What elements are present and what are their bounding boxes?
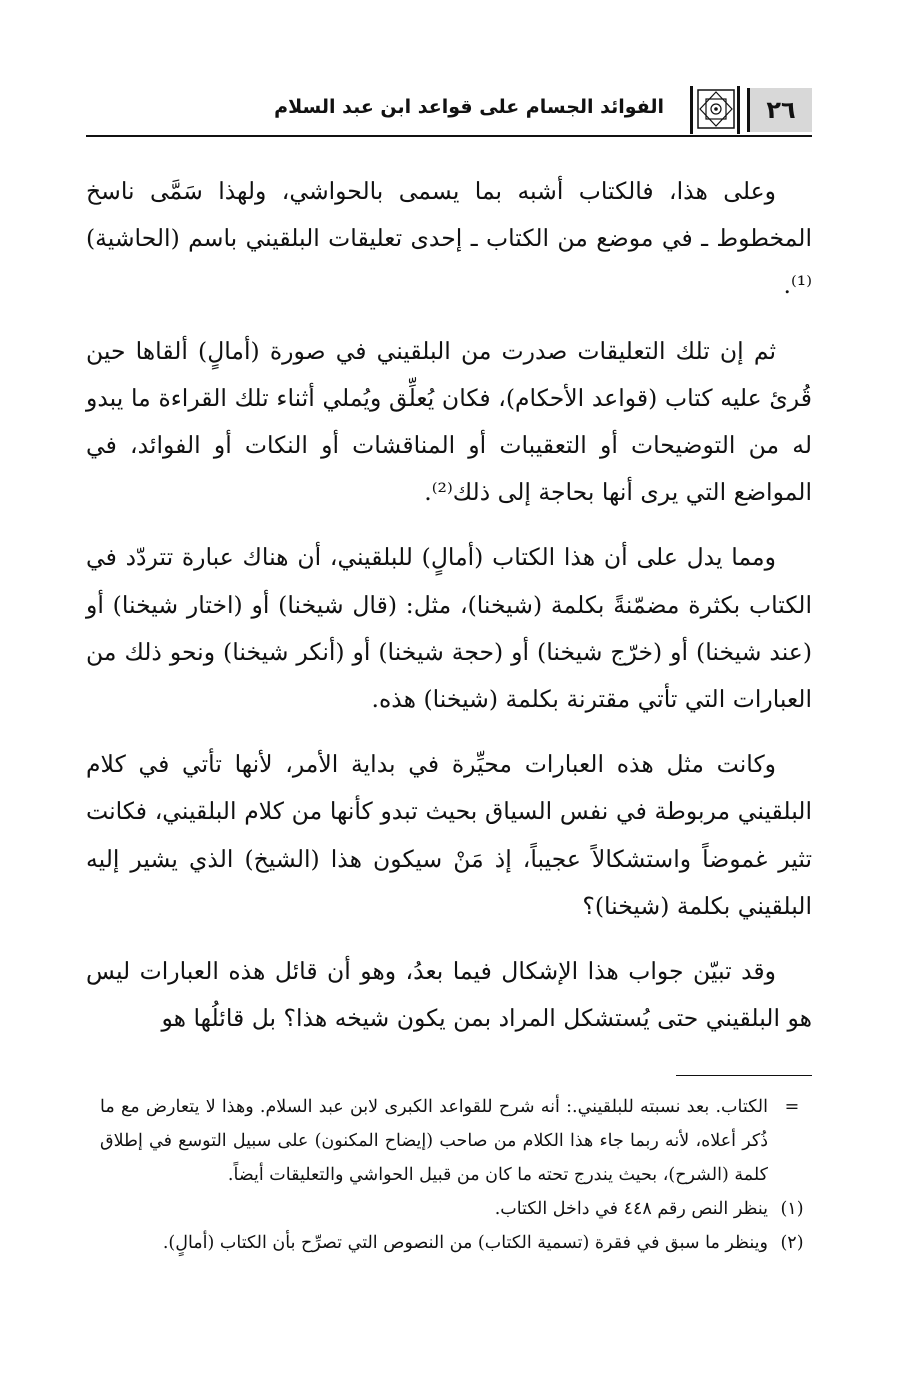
footnote-1 bbox=[100, 1192, 812, 1226]
ornament-icon bbox=[690, 86, 740, 134]
main-text bbox=[86, 168, 812, 1060]
paragraph: ثم إن تلك التعليقات صدرت من البلقيني في صورة (أمالٍ) ألقاها حين قُرئ عليه كتاب (قواعد الأحكام)، فكان يُعلِّق ويُملي أثناء تلك القراءة ما يبدو له من التوضيحات أو التعقيبات أو المناقشات أو النكات أو الفوائد، في المواضع التي يرى أنها بحاجة إلى ذلك⁽²⁾. bbox=[86, 336, 812, 507]
running-title: الفوائد الجسام على قواعد ابن عبد السلام bbox=[274, 96, 664, 118]
footnote-continued bbox=[100, 1090, 812, 1192]
page-header bbox=[86, 86, 812, 136]
paragraph: وقد تبيّن جواب هذا الإشكال فيما بعدُ، وهو أن قائل هذه العبارات ليس هو البلقيني حتى يُستشكل المراد بمن يكون شيخه هذا؟ بل قائلُها هو bbox=[86, 957, 812, 1033]
footnote-separator bbox=[676, 1075, 812, 1076]
paragraph: ومما يدل على أن هذا الكتاب (أمالٍ) للبلقيني، أن هناك عبارة تتردّد في الكتاب بكثرة مضمّنةً بكلمة (شيخنا)، مثل: (قال شيخنا) أو (اختار شيخنا) أو (عند شيخنا) أو (خرّج شيخنا) أو (حجة شيخنا) أو (أنكر شيخنا) ونحو ذلك من العبارات التي تأتي مقترنة بكلمة (شيخنا) هذه. bbox=[86, 543, 812, 714]
footnote-text: وينظر ما سبق في فقرة (تسمية الكتاب) من النصوص التي تصرِّح بأن الكتاب (أمالٍ). bbox=[162, 1233, 768, 1253]
footnote-mark: (١) bbox=[780, 1199, 804, 1219]
header-rule bbox=[86, 135, 812, 137]
footnote-text: الكتاب. بعد نسبته للبلقيني.: أنه شرح للقواعد الكبرى لابن عبد السلام. وهذا لا يتعارض مع ما ذُكر أعلاه، لأنه ربما جاء هذا الكلام من صاحب (إيضاح المكنون) على سبيل التوسع في إطلاق كلمة (الشرح)، بحيث يندرج تحته ما كان من قبيل الحواشي والتعليقات أيضاً. bbox=[100, 1097, 768, 1185]
footnote-text: ينظر النص رقم ٤٤٨ في داخل الكتاب. bbox=[494, 1199, 768, 1219]
page-number: ٢٦ bbox=[747, 88, 812, 132]
paragraph: وعلى هذا، فالكتاب أشبه بما يسمى بالحواشي، ولهذا سَمَّى ناسخ المخطوط ـ في موضع من الكتاب ـ إحدى تعليقات البلقيني باسم (الحاشية)⁽¹⁾. bbox=[86, 177, 812, 300]
paragraph: وكانت مثل هذه العبارات محيِّرة في بداية الأمر، لأنها تأتي في كلام البلقيني مربوطة في نفس السياق بحيث تبدو كأنها من كلام البلقيني، فكانت تثير غموضاً واستشكالاً عجيباً، إذ مَنْ سيكون هذا (الشيخ) الذي يشير إليه البلقيني بكلمة (شيخنا)؟ bbox=[86, 750, 812, 920]
footnote-mark: = bbox=[784, 1097, 800, 1117]
footnote-2 bbox=[100, 1226, 812, 1260]
footnotes bbox=[100, 1090, 812, 1260]
footnote-mark: (٢) bbox=[780, 1233, 804, 1253]
